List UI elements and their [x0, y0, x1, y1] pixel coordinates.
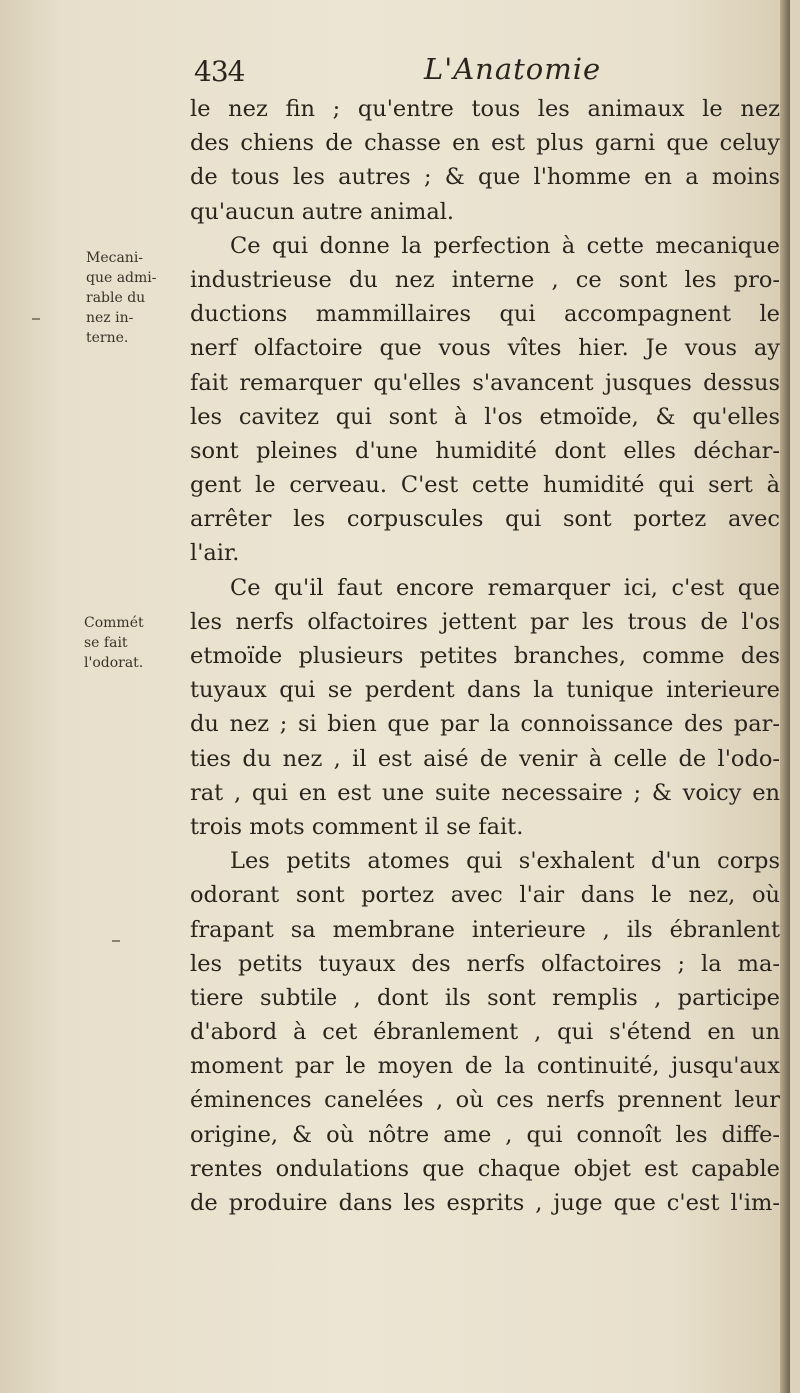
margin-note-line: Commét	[84, 615, 144, 631]
text-line: rentes ondulations que chaque objet est capable	[190, 1155, 780, 1182]
body-text	[190, 92, 780, 1220]
text-line: le nez fin ; qu'entre tous les animaux le nez	[190, 96, 780, 122]
text-line: des chiens de chasse en est plus garni que celuy	[190, 130, 780, 157]
text-line: de produire dans les esprits , juge que c'est l'im-	[190, 1190, 780, 1216]
text-line: d'abord à cet ébranlement , qui s'étend en un	[190, 1019, 780, 1046]
text-line: du nez ; si bien que par la connoissance des par-	[190, 711, 780, 738]
text-line: Ce qu'il faut encore remarquer ici, c'est que	[230, 574, 780, 601]
text-line: Ce qui donne la perfection à cette mecanique	[230, 232, 780, 259]
text-line: l'air.	[190, 540, 240, 567]
running-title: L'Anatomie	[424, 52, 602, 86]
text-line: odorant sont portez avec l'air dans le nez, où	[190, 882, 780, 909]
text-line: les nerfs olfactoires jettent par les trous de l'os	[190, 608, 780, 635]
margin-note-line: que admi-	[86, 270, 157, 286]
text-line: tuyaux qui se perdent dans la tunique interieure	[190, 677, 780, 704]
text-line: fait remarquer qu'elles s'avancent jusques dessus	[190, 369, 780, 396]
text-line: de tous les autres ; & que l'homme en a moins	[190, 164, 780, 191]
page-edge	[780, 0, 790, 1393]
text-line: gent le cerveau. C'est cette humidité qui sert à	[190, 472, 780, 499]
text-line: qu'aucun autre animal.	[190, 198, 455, 225]
margin-note-line: l'odorat.	[84, 655, 144, 671]
text-line: nerf olfactoire que vous vîtes hier. Je vous ay	[190, 335, 780, 362]
text-line: ductions mammillaires qui accompagnent le	[190, 301, 780, 328]
margin-note-line: nez in-	[86, 310, 134, 326]
text-line: ties du nez , il est aisé de venir à celle de l'odo-	[190, 745, 780, 772]
page-number: 434	[194, 55, 245, 88]
margin-note-line: terne.	[86, 330, 129, 346]
text-line: origine, & où nôtre ame , qui connoît les diffe-	[190, 1121, 780, 1148]
text-line: etmoïde plusieurs petites branches, comme des	[190, 643, 780, 669]
text-line: arrêter les corpuscules qui sont portez avec	[190, 506, 780, 533]
text-line: trois mots comment il se fait.	[190, 813, 524, 840]
text-line: moment par le moyen de la continuité, jusqu'aux	[190, 1053, 780, 1080]
margin-note-line: se fait	[84, 635, 128, 651]
text-line: les petits tuyaux des nerfs olfactoires ; la ma-	[190, 950, 780, 977]
text-line: les cavitez qui sont à l'os etmoïde, & qu'elles	[190, 403, 780, 430]
text-line: industrieuse du nez interne , ce sont les pro-	[190, 266, 780, 293]
margin-note-mechanism	[86, 248, 157, 348]
text-line: rat , qui en est une suite necessaire ; & voicy en	[190, 779, 780, 806]
page-blemish	[112, 940, 120, 942]
margin-note-line: rable du	[86, 290, 146, 306]
margin-note-line: Mecani-	[86, 250, 144, 266]
text-line: Les petits atomes qui s'exhalent d'un corps	[230, 848, 780, 875]
text-line: tiere subtile , dont ils sont remplis , participe	[190, 984, 780, 1011]
text-line: frapant sa membrane interieure , ils ébranlent	[190, 916, 780, 943]
text-line: sont pleines d'une humidité dont elles déchar-	[190, 437, 780, 464]
page-blemish	[32, 318, 40, 320]
text-line: éminences canelées , où ces nerfs prennent leur	[190, 1087, 780, 1114]
margin-note-smell	[84, 613, 144, 673]
